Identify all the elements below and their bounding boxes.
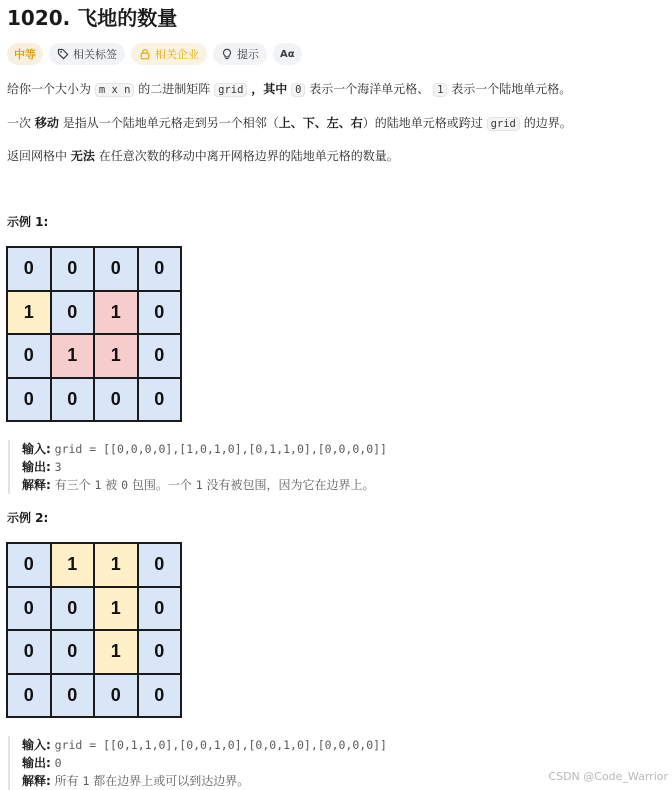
grid-cell: 1 xyxy=(94,334,138,378)
hint-button[interactable] xyxy=(213,43,267,65)
grid-cell: 0 xyxy=(7,630,51,674)
grid-cell: 0 xyxy=(94,247,138,291)
grid-cell: 0 xyxy=(7,674,51,718)
related-tags-button[interactable] xyxy=(49,43,125,65)
grid-cell: 0 xyxy=(51,674,95,718)
grid-cell: 0 xyxy=(138,587,182,631)
example-2-io xyxy=(8,736,387,790)
grid-cell: 0 xyxy=(51,247,95,291)
example-1-grid xyxy=(6,246,182,422)
grid-cell: 0 xyxy=(7,378,51,422)
grid-cell: 1 xyxy=(94,587,138,631)
example-output: 输出: 3 xyxy=(22,460,62,474)
inline-code: 0 xyxy=(291,83,305,97)
grid-cell: 0 xyxy=(7,543,51,587)
grid-cell: 0 xyxy=(138,630,182,674)
example-2-title: 示例 2: xyxy=(7,511,49,525)
difficulty-label: 中等 xyxy=(14,48,36,61)
grid-cell: 0 xyxy=(138,378,182,422)
description-paragraph-3: 返回网格中 无法 在任意次数的移动中离开网格边界的陆地单元格的数量。 xyxy=(7,149,399,163)
inline-code: 1 xyxy=(433,83,447,97)
example-output: 输出: 0 xyxy=(22,756,62,770)
example-1-title: 示例 1: xyxy=(7,215,49,229)
tag-bar xyxy=(7,43,302,65)
example-input: 输入: grid = [[0,0,0,0],[1,0,1,0],[0,1,1,0],[0,0,0,0]] xyxy=(22,442,387,456)
problem-title: 1020. 飞地的数量 xyxy=(7,6,178,30)
grid-cell: 1 xyxy=(94,630,138,674)
related-companies-button[interactable] xyxy=(131,43,207,65)
grid-cell: 1 xyxy=(51,334,95,378)
example-input: 输入: grid = [[0,1,1,0],[0,0,1,0],[0,0,1,0],[0,0,0,0]] xyxy=(22,738,387,752)
grid-cell: 0 xyxy=(138,674,182,718)
description-paragraph-1: 给你一个大小为 m x n 的二进制矩阵 grid ，其中 0 表示一个海洋单元格、 1 表示一个陆地单元格。 xyxy=(7,82,572,96)
grid-cell: 1 xyxy=(7,291,51,335)
grid-cell: 1 xyxy=(94,291,138,335)
grid-cell: 0 xyxy=(7,247,51,291)
grid-cell: 0 xyxy=(51,587,95,631)
difficulty-badge xyxy=(7,43,43,65)
grid-cell: 0 xyxy=(94,378,138,422)
grid-cell: 0 xyxy=(138,247,182,291)
grid-cell: 1 xyxy=(51,543,95,587)
hint-label: 提示 xyxy=(237,48,259,61)
grid-cell: 0 xyxy=(7,587,51,631)
tag-icon xyxy=(57,48,69,60)
grid-cell: 0 xyxy=(7,334,51,378)
grid-cell: 0 xyxy=(94,674,138,718)
example-explanation: 解释: 所有 1 都在边界上或可以到达边界。 xyxy=(22,774,250,788)
translate-button[interactable] xyxy=(273,43,302,65)
grid-cell: 1 xyxy=(94,543,138,587)
grid-cell: 0 xyxy=(138,334,182,378)
grid-cell: 0 xyxy=(138,291,182,335)
lightbulb-icon xyxy=(221,48,233,60)
grid-cell: 0 xyxy=(51,630,95,674)
lock-icon xyxy=(139,48,151,60)
grid-cell: 0 xyxy=(51,291,95,335)
example-explanation: 解释: 有三个 1 被 0 包围。一个 1 没有被包围，因为它在边界上。 xyxy=(22,478,375,492)
watermark: CSDN @Code_Warrior xyxy=(548,770,668,783)
description-paragraph-2: 一次 移动 是指从一个陆地单元格走到另一个相邻（上、下、左、右）的陆地单元格或跨过 grid 的边界。 xyxy=(7,116,572,130)
example-1-io xyxy=(8,440,387,494)
example-2-grid xyxy=(6,542,182,718)
related-companies-label: 相关企业 xyxy=(155,48,199,61)
font-icon: Aα xyxy=(280,48,295,60)
inline-code: grid xyxy=(214,83,247,97)
related-tags-label: 相关标签 xyxy=(73,48,117,61)
inline-code: grid xyxy=(487,117,520,131)
inline-code: m x n xyxy=(95,83,135,97)
grid-cell: 0 xyxy=(51,378,95,422)
grid-cell: 0 xyxy=(138,543,182,587)
